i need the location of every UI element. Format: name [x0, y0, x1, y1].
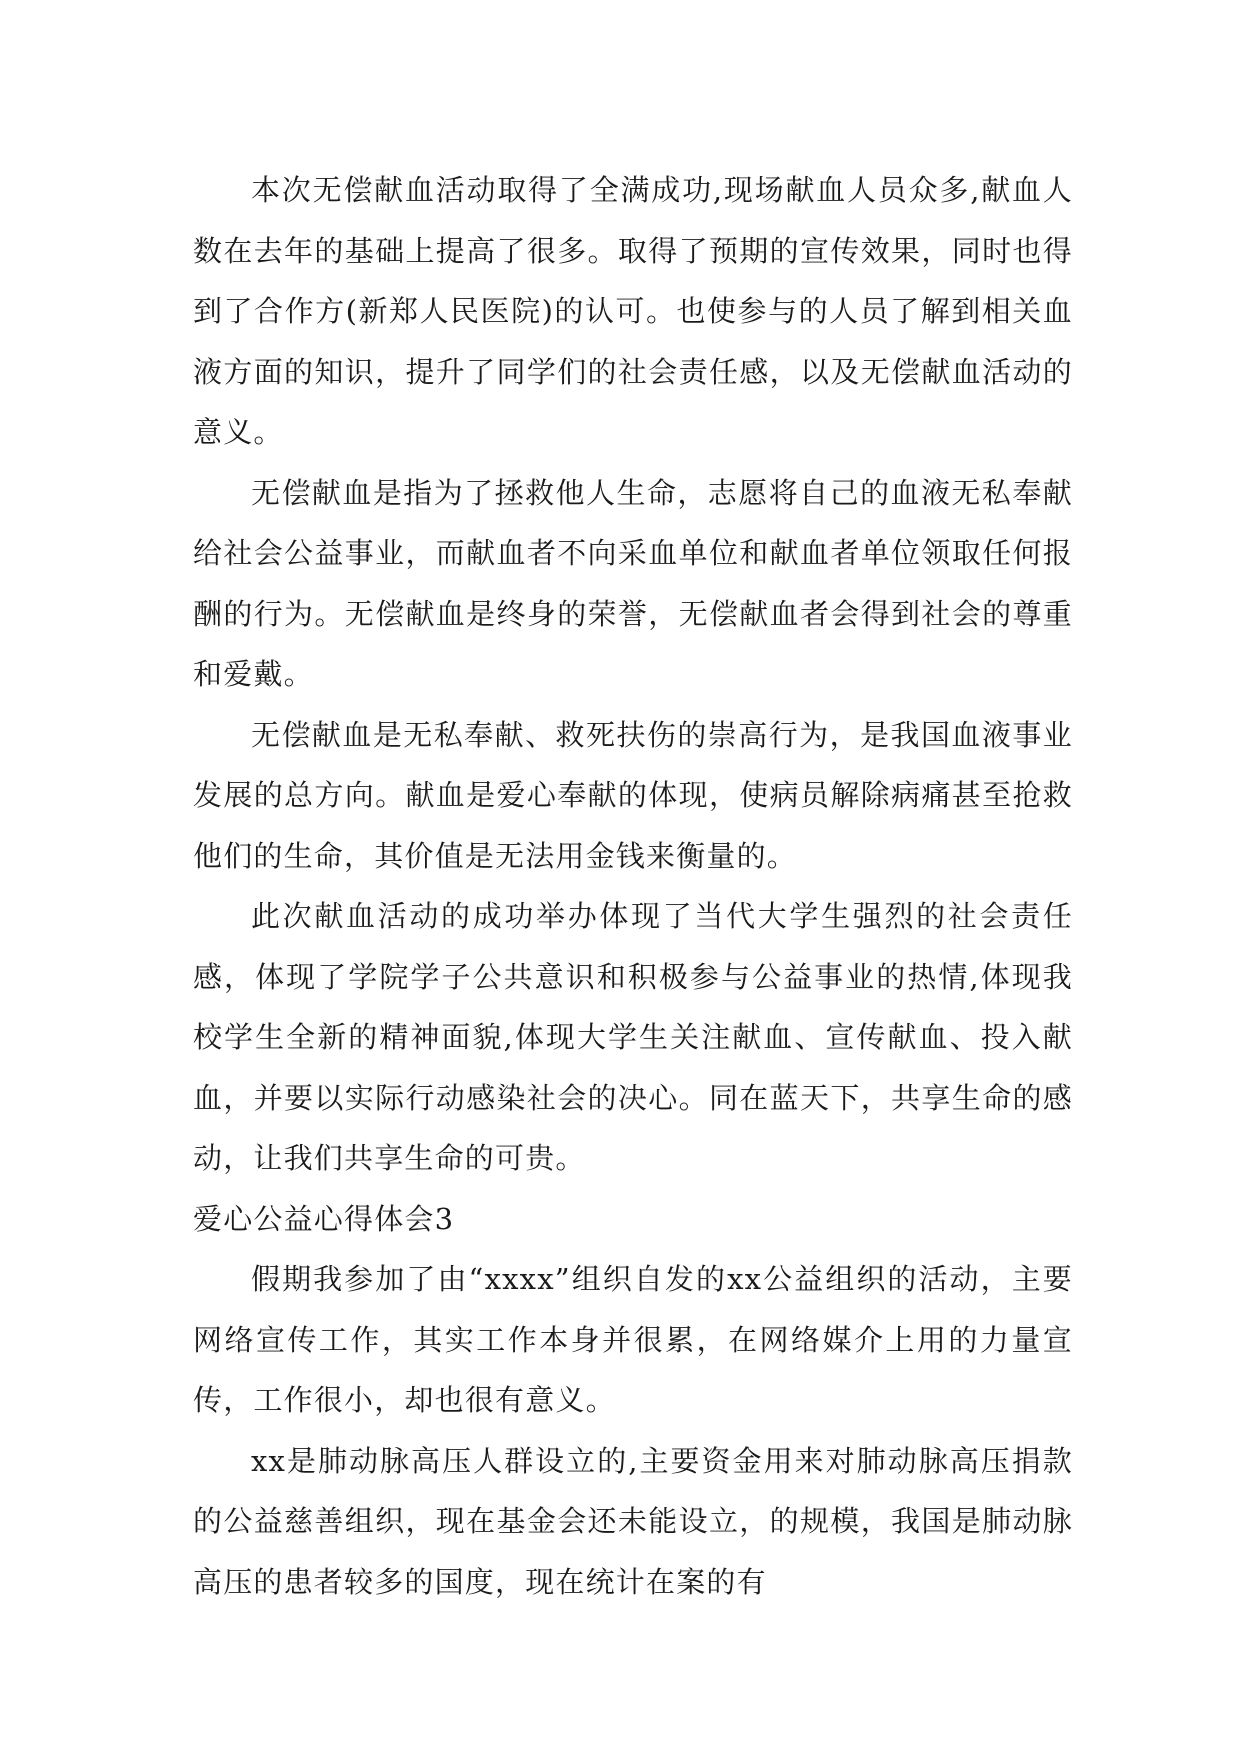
paragraph-pulmonary-hypertension: xx是肺动脉高压人群设立的,主要资金用来对肺动脉高压捐款的公益慈善组织，现在基金会还未能设立，的规模，我国是肺动脉高压的患者较多的国度，现在统计在案的有: [193, 1443, 1073, 1599]
paragraph-student-responsibility: 此次献血活动的成功举办体现了当代大学生强烈的社会责任感，体现了学院学子公共意识和积极参与公益事业的热情,体现我校学生全新的精神面貌,体现大学生关注献血、宣传献血、投入献血，并要以实际行动感染社会的决心。同在蓝天下，共享生命的感动，让我们共享生命的可贵。: [193, 899, 1073, 1175]
paragraph-blood-donation-value: 无偿献血是无私奉献、救死扶伤的崇高行为，是我国血液事业发展的总方向。献血是爱心奉献的体现，使病员解除病痛甚至抢救他们的生命，其价值是无法用金钱来衡量的。: [193, 717, 1073, 873]
document-body: [193, 160, 1073, 1612]
paragraph-blood-donation-definition: 无偿献血是指为了拯救他人生命，志愿将自己的血液无私奉献给社会公益事业，而献血者不向采血单位和献血者单位领取任何报酬的行为。无偿献血是终身的荣誉，无偿献血者会得到社会的尊重和爱戴。: [193, 475, 1073, 691]
paragraph-holiday-volunteering: 假期我参加了由“xxxx”组织自发的xx公益组织的活动，主要网络宣传工作，其实工作本身并很累，在网络媒介上用的力量宣传，工作很小，却也很有意义。: [193, 1262, 1073, 1417]
paragraph-blood-donation-success: 本次无偿献血活动取得了全满成功,现场献血人员众多,献血人数在去年的基础上提高了很多。取得了预期的宣传效果，同时也得到了合作方(新郑人民医院)的认可。也使参与的人员了解到相关血液方面的知识，提升了同学们的社会责任感，以及无偿献血活动的意义。: [193, 173, 1073, 449]
section-heading: 爱心公益心得体会3: [193, 1201, 455, 1236]
